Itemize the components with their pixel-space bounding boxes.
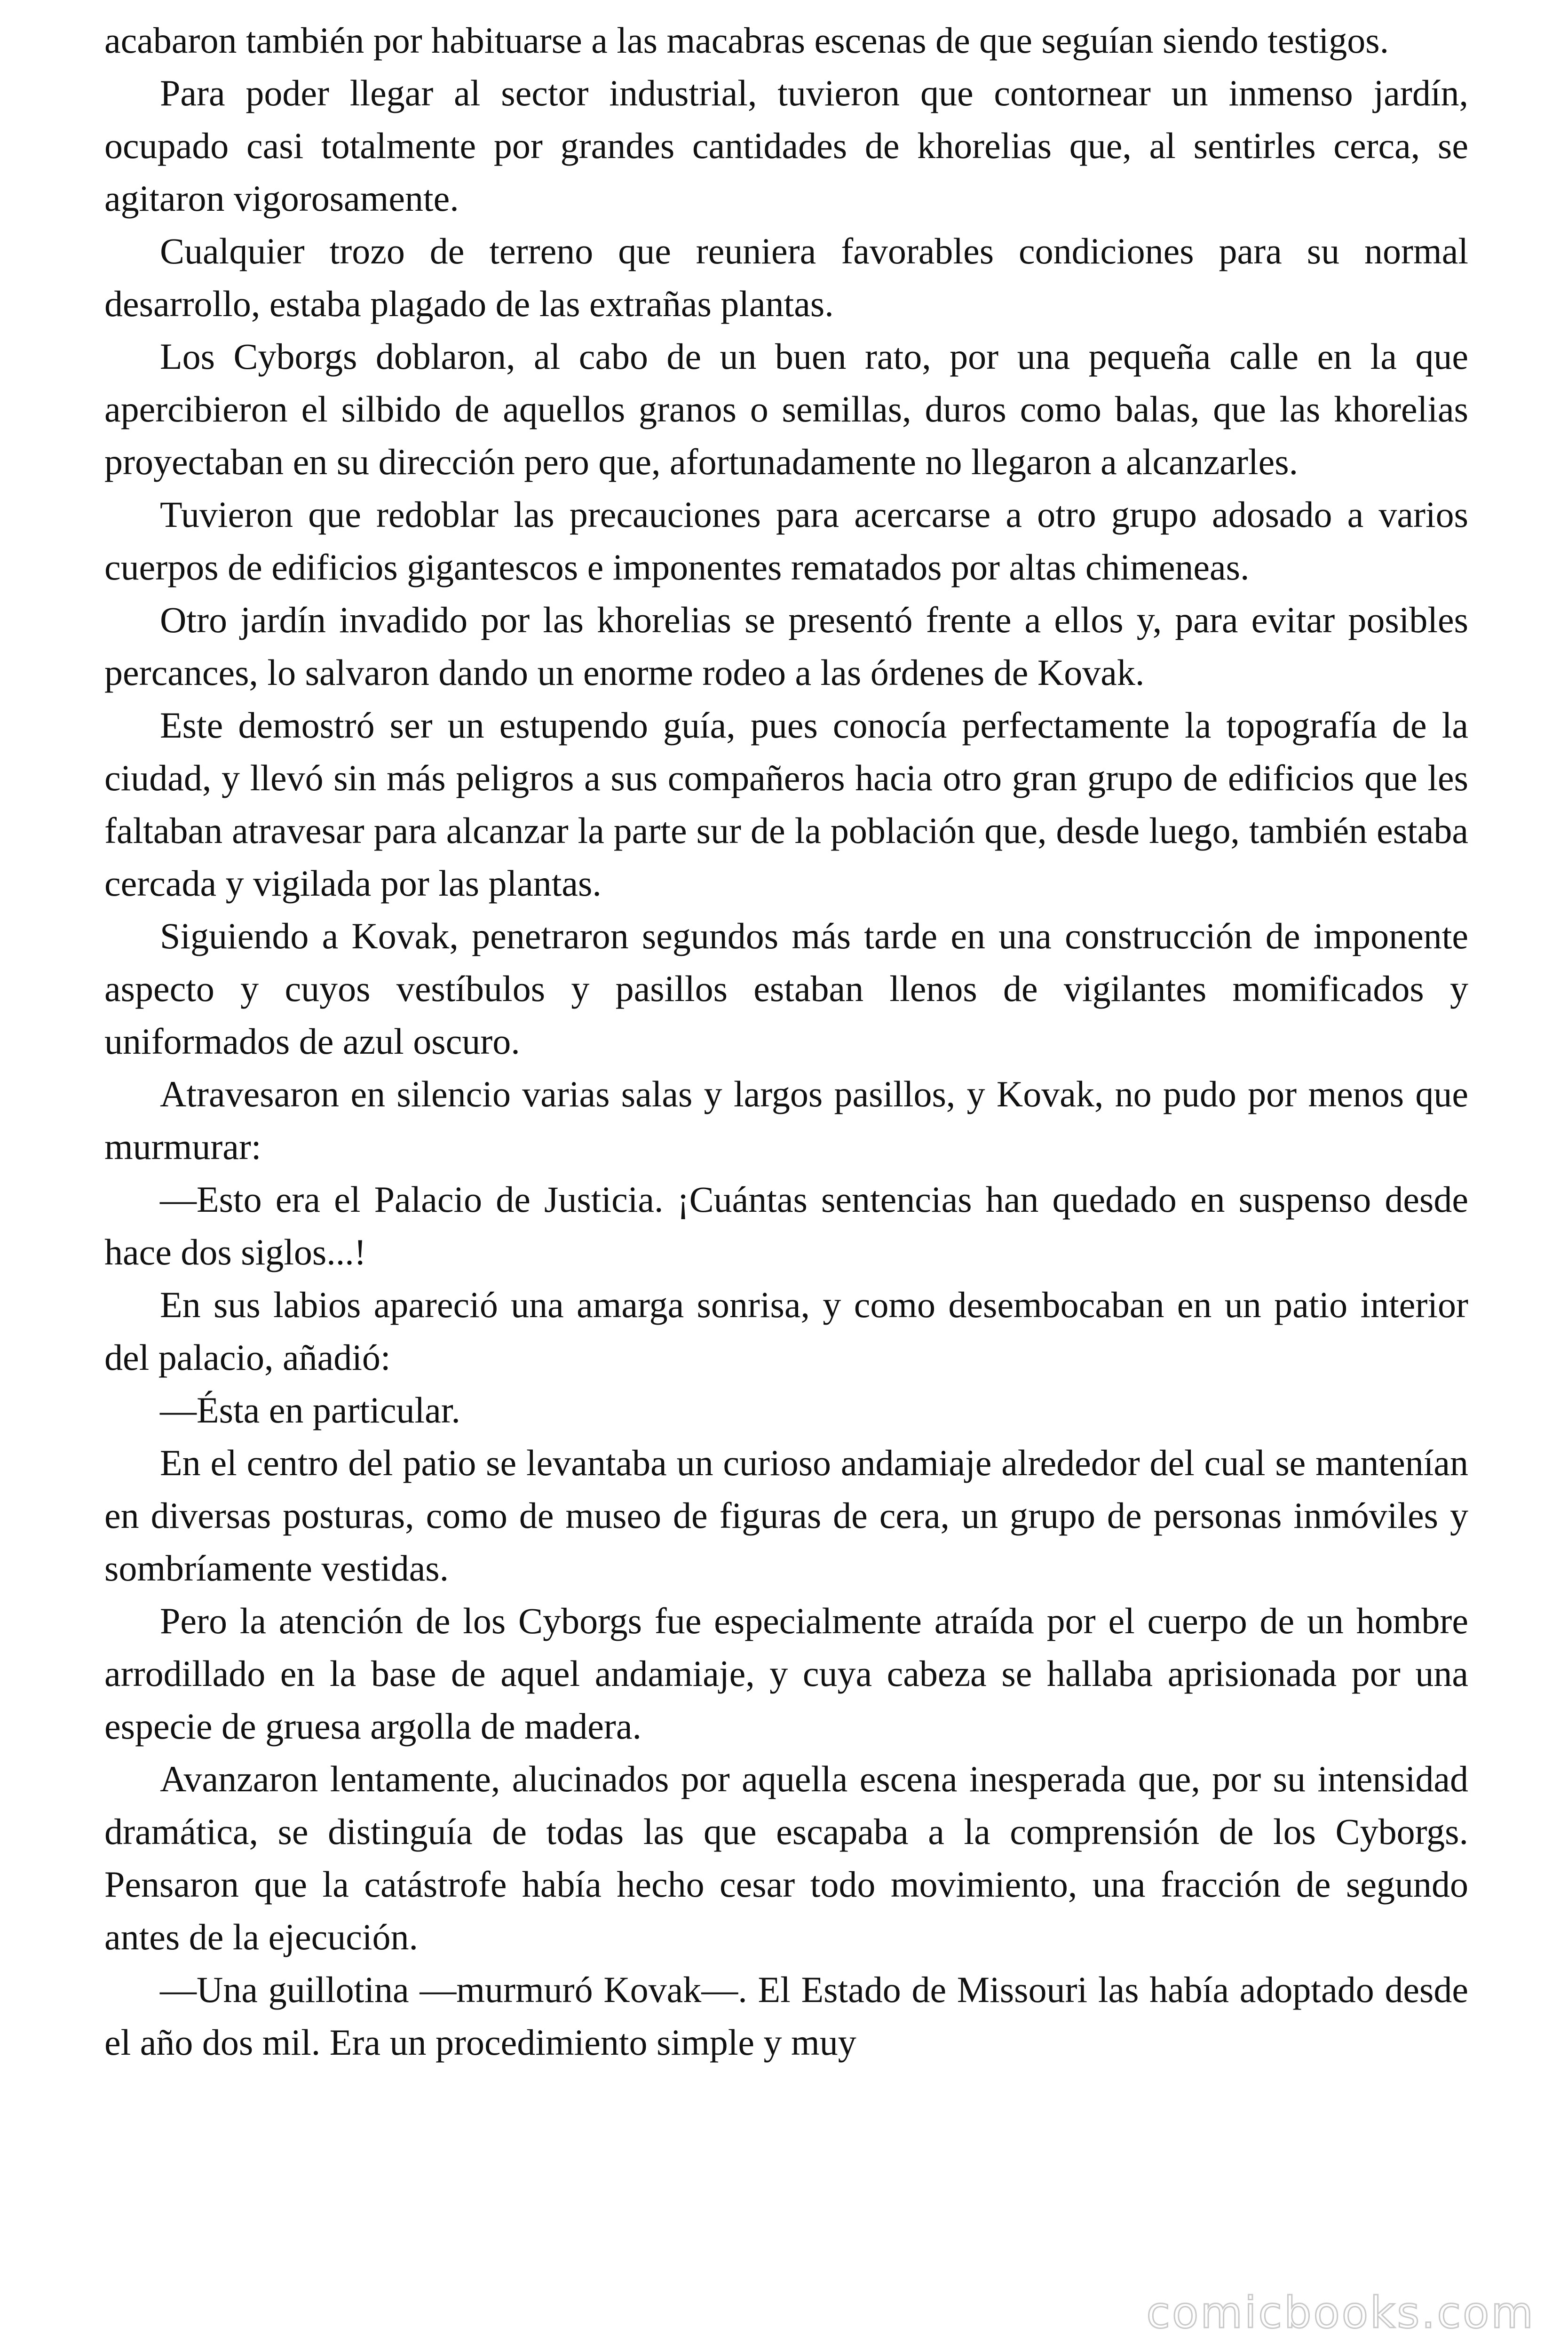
- watermark: comicbooks.com: [1146, 2288, 1535, 2338]
- paragraph-11: En sus labios apareció una amarga sonrisa, y como desembocaban en un patio interior del palacio, añadió:: [104, 1284, 1468, 1378]
- paragraph-1: acabaron también por habituarse a las macabras escenas de que seguían siendo testigos.: [104, 20, 1389, 61]
- paragraph-3: Cualquier trozo de terreno que reuniera favorables condiciones para su normal desarrollo, estaba plagado de las extrañas plantas.: [104, 230, 1468, 324]
- dialogue-line-1: —Esto era el Palacio de Justicia. ¡Cuántas sentencias han quedado en suspenso desde hace dos siglos...!: [104, 1179, 1468, 1272]
- paragraph-13: En el centro del patio se levantaba un curioso andamiaje alrededor del cual se mantenían en diversas posturas, como de museo de figuras de cera, un grupo de personas inmóviles y sombríamente vestidas.: [104, 1442, 1468, 1589]
- paragraph-9: Atravesaron en silencio varias salas y largos pasillos, y Kovak, no pudo por menos que murmurar:: [104, 1073, 1468, 1167]
- paragraph-15: Avanzaron lentamente, alucinados por aquella escena inesperada que, por su intensidad dramática, se distinguía de todas las que escapaba a la comprensión de los Cyborgs. Pensaron que la catástrofe había hecho cesar todo movimiento, una fracción de segundo antes de la ejecución.: [104, 1758, 1468, 1957]
- paragraph-4: Los Cyborgs doblaron, al cabo de un buen rato, por una pequeña calle en la que apercibieron el silbido de aquellos granos o semillas, duros como balas, que las khorelias proyectaban en su dirección pero que, afortunadamente no llegaron a alcanzarles.: [104, 336, 1468, 482]
- dialogue-line-2: —Ésta en particular.: [160, 1390, 460, 1430]
- dialogue-line-3: —Una guillotina —murmuró Kovak—. El Estado de Missouri las había adoptado desde el año dos mil. Era un procedimiento simple y muy: [104, 1969, 1468, 2063]
- paragraph-7: Este demostró ser un estupendo guía, pues conocía perfectamente la topografía de la ciudad, y llevó sin más peligros a sus compañeros hacia otro gran grupo de edificios que les faltaban atravesar para alcanzar la parte sur de la población que, desde luego, también estaba cercada y vigilada por las plantas.: [104, 705, 1468, 904]
- paragraph-5: Tuvieron que redoblar las precauciones para acercarse a otro grupo adosado a varios cuerpos de edificios gigantescos e imponentes rematados por altas chimeneas.: [104, 494, 1468, 588]
- book-page: [104, 14, 1468, 2069]
- paragraph-8: Siguiendo a Kovak, penetraron segundos más tarde en una construcción de imponente aspecto y cuyos vestíbulos y pasillos estaban llenos de vigilantes momificados y uniformados de azul oscuro.: [104, 915, 1468, 1062]
- paragraph-6: Otro jardín invadido por las khorelias se presentó frente a ellos y, para evitar posibles percances, lo salvaron dando un enorme rodeo a las órdenes de Kovak.: [104, 599, 1468, 693]
- paragraph-14: Pero la atención de los Cyborgs fue especialmente atraída por el cuerpo de un hombre arrodillado en la base de aquel andamiaje, y cuya cabeza se hallaba aprisionada por una especie de gruesa argolla de madera.: [104, 1600, 1468, 1747]
- paragraph-2: Para poder llegar al sector industrial, tuvieron que contornear un inmenso jardín, ocupado casi totalmente por grandes cantidades de khorelias que, al sentirles cerca, se agitaron vigorosamente.: [104, 72, 1468, 219]
